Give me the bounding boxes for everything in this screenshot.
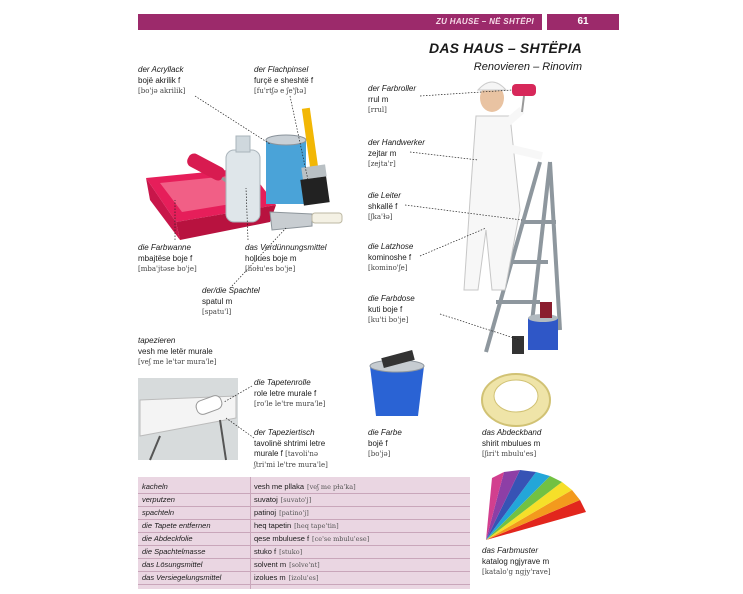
label-latzhose: die Latzhose kominoshe f [komino'ʃe] [368, 242, 414, 272]
label-farbwanne: die Farbwanne mbajtëse boje f [mba'jtəse bo'je] [138, 243, 197, 273]
label-verduennungsmittel: das Verdünnungsmittel hollues boje m [hoɫu'es bo'je] [245, 243, 327, 273]
wallpaper-table-image [138, 378, 238, 460]
label-handwerker: der Handwerker zejtar m [zejta'r] [368, 138, 425, 168]
paint-bucket-image [370, 350, 424, 416]
vocab-row: das Versiegelungsmittel izolues m [izolu'es] [138, 572, 470, 585]
label-flachpinsel: der Flachpinsel furçë e sheshtë f [fu'rtʃə e ʃe'ʃtə] [254, 65, 314, 95]
label-farbdose: die Farbdose kuti boje f [ku'ti bo'je] [368, 294, 415, 324]
label-spachtel: der/die Spachtel spatul m [spatu'l] [202, 286, 260, 316]
label-farbroller: der Farbroller rrul m [rrul] [368, 84, 417, 114]
page-number: 61 [547, 14, 619, 30]
paint-cans-image [512, 302, 558, 354]
vocab-row: die Tapete entfernen heq tapetin [heq tape'tin] [138, 520, 470, 533]
thinner-bottle-image [226, 136, 260, 222]
flat-brush-image [300, 108, 329, 206]
vocab-table [138, 477, 470, 589]
label-tapezieren: tapezieren vesh me letër murale [veʃ me le'tər mura'le] [138, 336, 217, 366]
section-title: ZU HAUSE – NË SHTËPI [435, 17, 534, 26]
page-subtitle: Renovieren – Rinovim [473, 61, 582, 73]
vocab-row: spachteln patinoj [patino'j] [138, 507, 470, 520]
vocab-row: verputzen suvatoj [suvato'j] [138, 494, 470, 507]
label-tapeziertisch: der Tapeziertisch tavolinë shtrimi letre murale f [tavoli'nə ʃtri'mi le'tre mura'le] [254, 428, 328, 469]
vocab-row: die Spachtelmasse stuko f [stuko] [138, 546, 470, 559]
color-fan-image [486, 470, 586, 540]
label-farbe: die Farbe bojë f [bo'jə] [368, 428, 402, 458]
label-leiter: die Leiter shkallë f [ʃka'ɫə] [368, 191, 401, 221]
paint-tray-image [146, 151, 276, 240]
ladder-image [486, 162, 560, 352]
lacquer-can-image [266, 135, 306, 204]
leader-lines [175, 90, 522, 438]
vocab-row: kacheln vesh me pllaka [veʃ me pɫa'ka] [138, 481, 470, 494]
vocab-row: die Abdeckfolie qese mbuluese f [ce'se mbulu'ese] [138, 533, 470, 546]
painter-image [464, 82, 542, 290]
masking-tape-image [482, 374, 550, 426]
section-header-bar [138, 14, 542, 30]
label-abdeckband: das Abdeckband shirit mbulues m [ʃiri't mbulu'es] [482, 428, 542, 458]
label-farbmuster: das Farbmuster katalog ngjyrave m [katalo'g ngjy'rave] [482, 546, 551, 576]
vocab-row: das Lösungsmittel solvent m [solve'nt] [138, 559, 470, 572]
label-acryllack: der Acryllack bojë akrilik f [bo'jə akrilik] [138, 65, 186, 95]
label-tapetenrolle: die Tapetenrolle role letre murale f [ro'le le'tre mura'le] [254, 378, 326, 408]
spatula-image [270, 212, 342, 230]
page-title: DAS HAUS – SHTËPIA [429, 40, 582, 56]
